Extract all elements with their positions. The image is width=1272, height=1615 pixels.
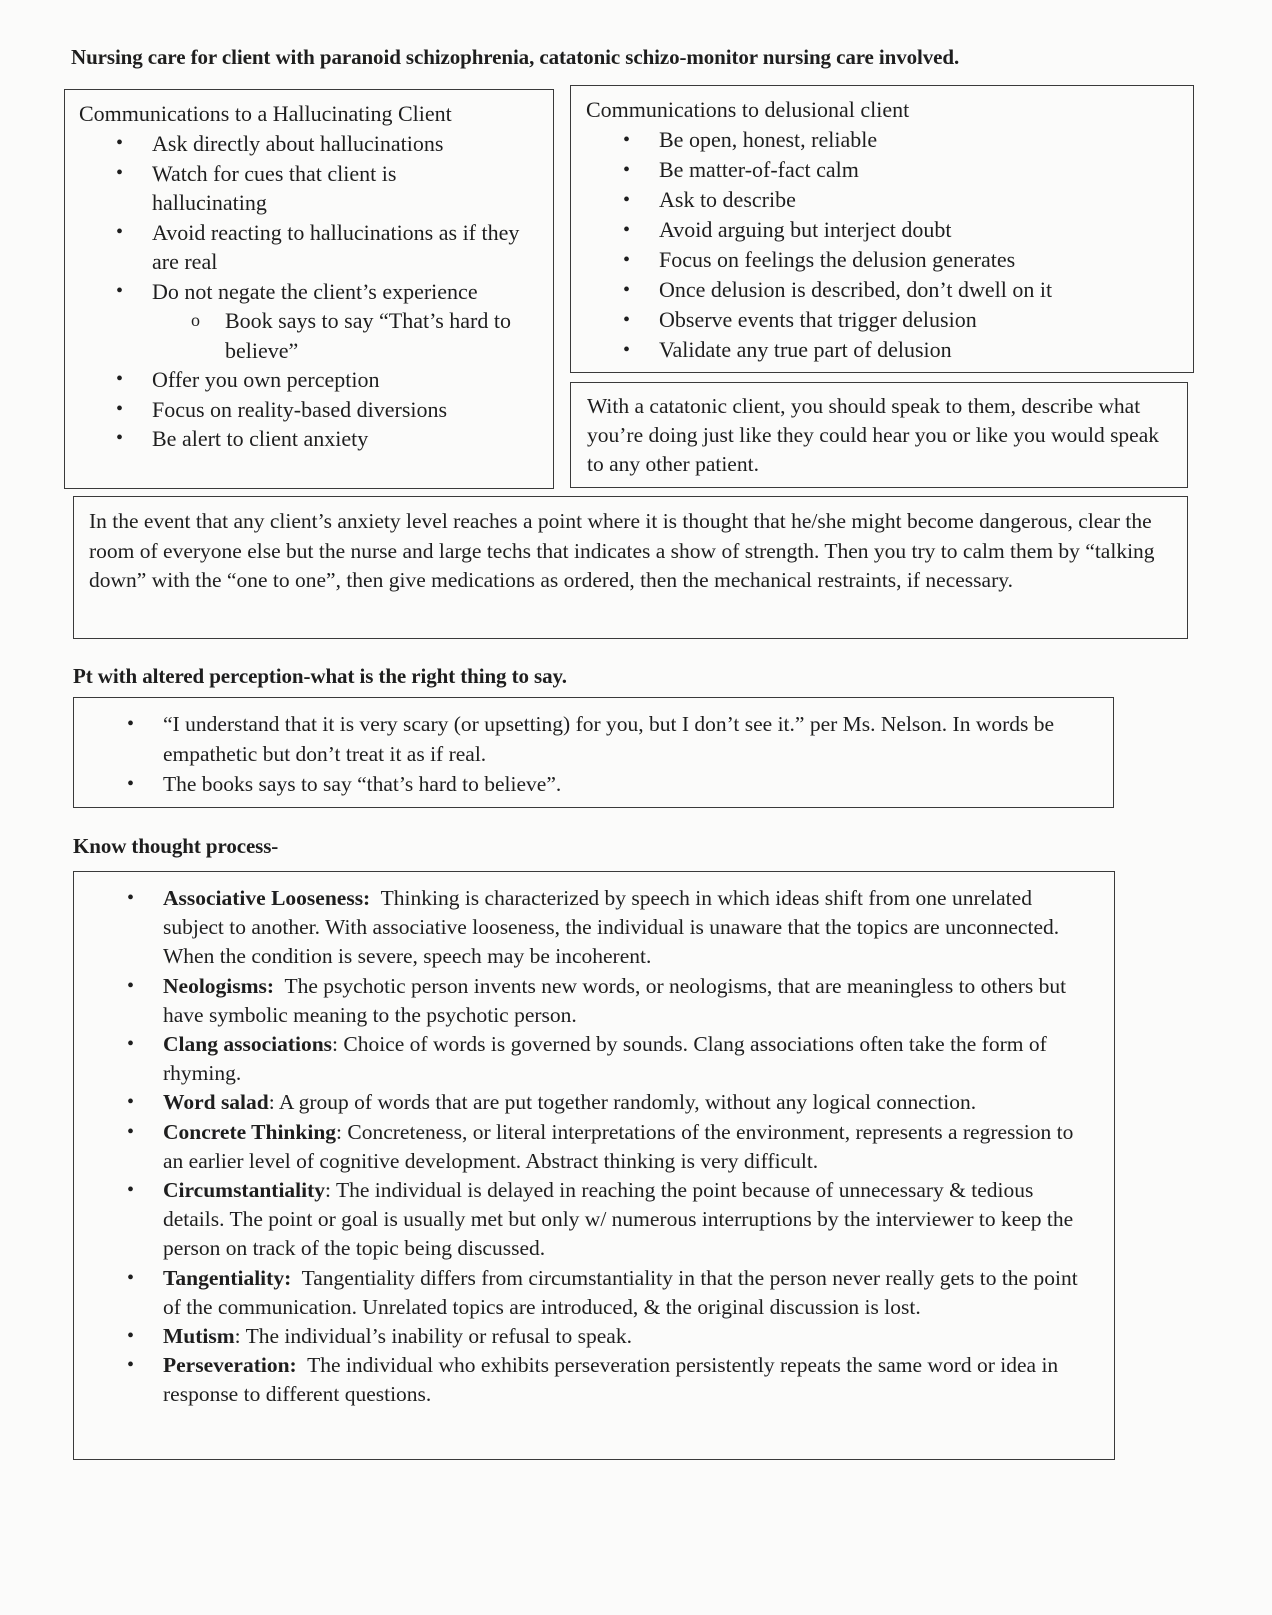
list-item: [163, 1322, 1098, 1351]
delusional-list: [659, 125, 1179, 365]
delusional-box-title: Communications to delusional client: [586, 97, 910, 122]
list-item: • Once delusion is described, don’t dwell on it: [659, 275, 1179, 305]
list-item: • Avoid reacting to hallucinations as if they are real: [152, 218, 532, 277]
list-item-text: Do not negate the client’s experience: [152, 278, 478, 304]
list-item: • Avoid arguing but interject doubt: [659, 215, 1179, 245]
list-item: • Be alert to client anxiety: [152, 424, 532, 454]
definition: : Choice of words is governed by sounds. Clang associations often take the form of rhyming.: [163, 1032, 1047, 1086]
list-item: • Ask to describe: [659, 185, 1179, 215]
definition: : A group of words that are put together randomly, without any logical connection.: [268, 1090, 977, 1115]
definition: : Concreteness, or literal interpretations of the environment, represents a regression to an earlier level of cognitive development. Abstract thinking is very difficult.: [163, 1119, 1074, 1173]
list-item: [163, 1176, 1098, 1264]
list-item: • Be open, honest, reliable: [659, 125, 1179, 155]
sub-list-item: o Book says to say “That’s hard to believe”: [225, 306, 525, 365]
hallucinating-box-title: Communications to a Hallucinating Client: [79, 101, 452, 126]
definition: : The individual is delayed in reaching the point because of unnecessary & tedious details. The point or goal is usually met but only w/ numerous interruptions by the interviewer to keep the person on track of the topic being discussed.: [163, 1178, 1074, 1261]
term-concrete-thinking: Concrete Thinking: [163, 1119, 337, 1144]
list-item: [163, 1030, 1098, 1088]
term-neologisms: Neologisms:: [163, 973, 275, 998]
list-item: • Validate any true part of delusion: [659, 335, 1179, 365]
list-item: [163, 1088, 1098, 1117]
list-item: [163, 972, 1098, 1030]
altered-perception-list: [163, 709, 1093, 799]
list-item: • Focus on feelings the delusion generates: [659, 245, 1179, 275]
definition: Thinking is characterized by speech in which ideas shift from one unrelated subject to another. With associative looseness, the individual is unaware that the topics are unconnected. When the condition is severe, speech may be incoherent.: [163, 886, 1060, 969]
term-circumstantiality: Circumstantiality: [163, 1178, 326, 1203]
list-item: • “I understand that it is very scary (or upsetting) for you, but I don’t see it.” per Ms. Nelson. In words be empathetic but don’t treat it as if real.: [163, 709, 1093, 769]
list-item: • Ask directly about hallucinations: [152, 129, 532, 159]
anxiety-escalation-box: [73, 496, 1188, 639]
term-associative-looseness: Associative Looseness:: [163, 886, 371, 910]
delusional-client-box: [570, 85, 1194, 373]
altered-perception-box: [73, 697, 1114, 808]
thought-process-heading: Know thought process-: [73, 834, 279, 858]
definition: The individual who exhibits perseveration persistently repeats the same word or idea in response to different questions.: [163, 1353, 1059, 1407]
sub-list: [225, 306, 525, 365]
thought-process-list: [163, 884, 1098, 1410]
list-item: [163, 1264, 1098, 1322]
list-item: • Observe events that trigger delusion: [659, 305, 1179, 335]
list-item: • Watch for cues that client is hallucinating: [152, 159, 452, 218]
page-title: Nursing care for client with paranoid schizophrenia, catatonic schizo-monitor nursing care involved.: [71, 45, 960, 69]
list-item: • Be matter-of-fact calm: [659, 155, 1179, 185]
list-item: [163, 1351, 1098, 1409]
hallucinating-list: [152, 129, 532, 454]
list-item: [163, 884, 1098, 972]
term-perseveration: Perseveration:: [163, 1353, 297, 1378]
anxiety-text: In the event that any client’s anxiety level reaches a point where it is thought that he/she might become dangerous, clear the room of everyone else but the nurse and large techs that indicates a show of strength. Then you try to calm them by “talking down” with the “one to one”, then give medications as ordered, then the mechanical restraints, if necessary.: [89, 509, 1155, 592]
catatonic-client-box: [570, 382, 1188, 488]
list-item: • The books says to say “that’s hard to believe”.: [163, 769, 1093, 799]
catatonic-text: With a catatonic client, you should speak to them, describe what you’re doing just like they could hear you or like you would speak to any other patient.: [587, 394, 1160, 476]
list-item: [163, 1118, 1098, 1176]
term-clang-associations: Clang associations: [163, 1032, 333, 1057]
definition: The psychotic person invents new words, or neologisms, that are meaningless to others but have symbolic meaning to the psychotic person.: [163, 973, 1067, 1027]
definition: Tangentiality differs from circumstantiality in that the person never really gets to the point of the communication. Unrelated topics are introduced, & the original discussion is lost.: [163, 1265, 1078, 1319]
hallucinating-client-box: [64, 89, 554, 489]
definition: : The individual’s inability or refusal to speak.: [234, 1324, 632, 1349]
list-item: • Offer you own perception: [152, 365, 532, 395]
thought-process-box: [73, 871, 1115, 1460]
term-mutism: Mutism: [163, 1324, 235, 1349]
list-item: • Focus on reality-based diversions: [152, 395, 532, 425]
list-item: [152, 277, 532, 366]
term-word-salad: Word salad: [163, 1090, 269, 1115]
term-tangentiality: Tangentiality:: [163, 1265, 292, 1290]
altered-perception-heading: Pt with altered perception-what is the right thing to say.: [73, 664, 567, 688]
